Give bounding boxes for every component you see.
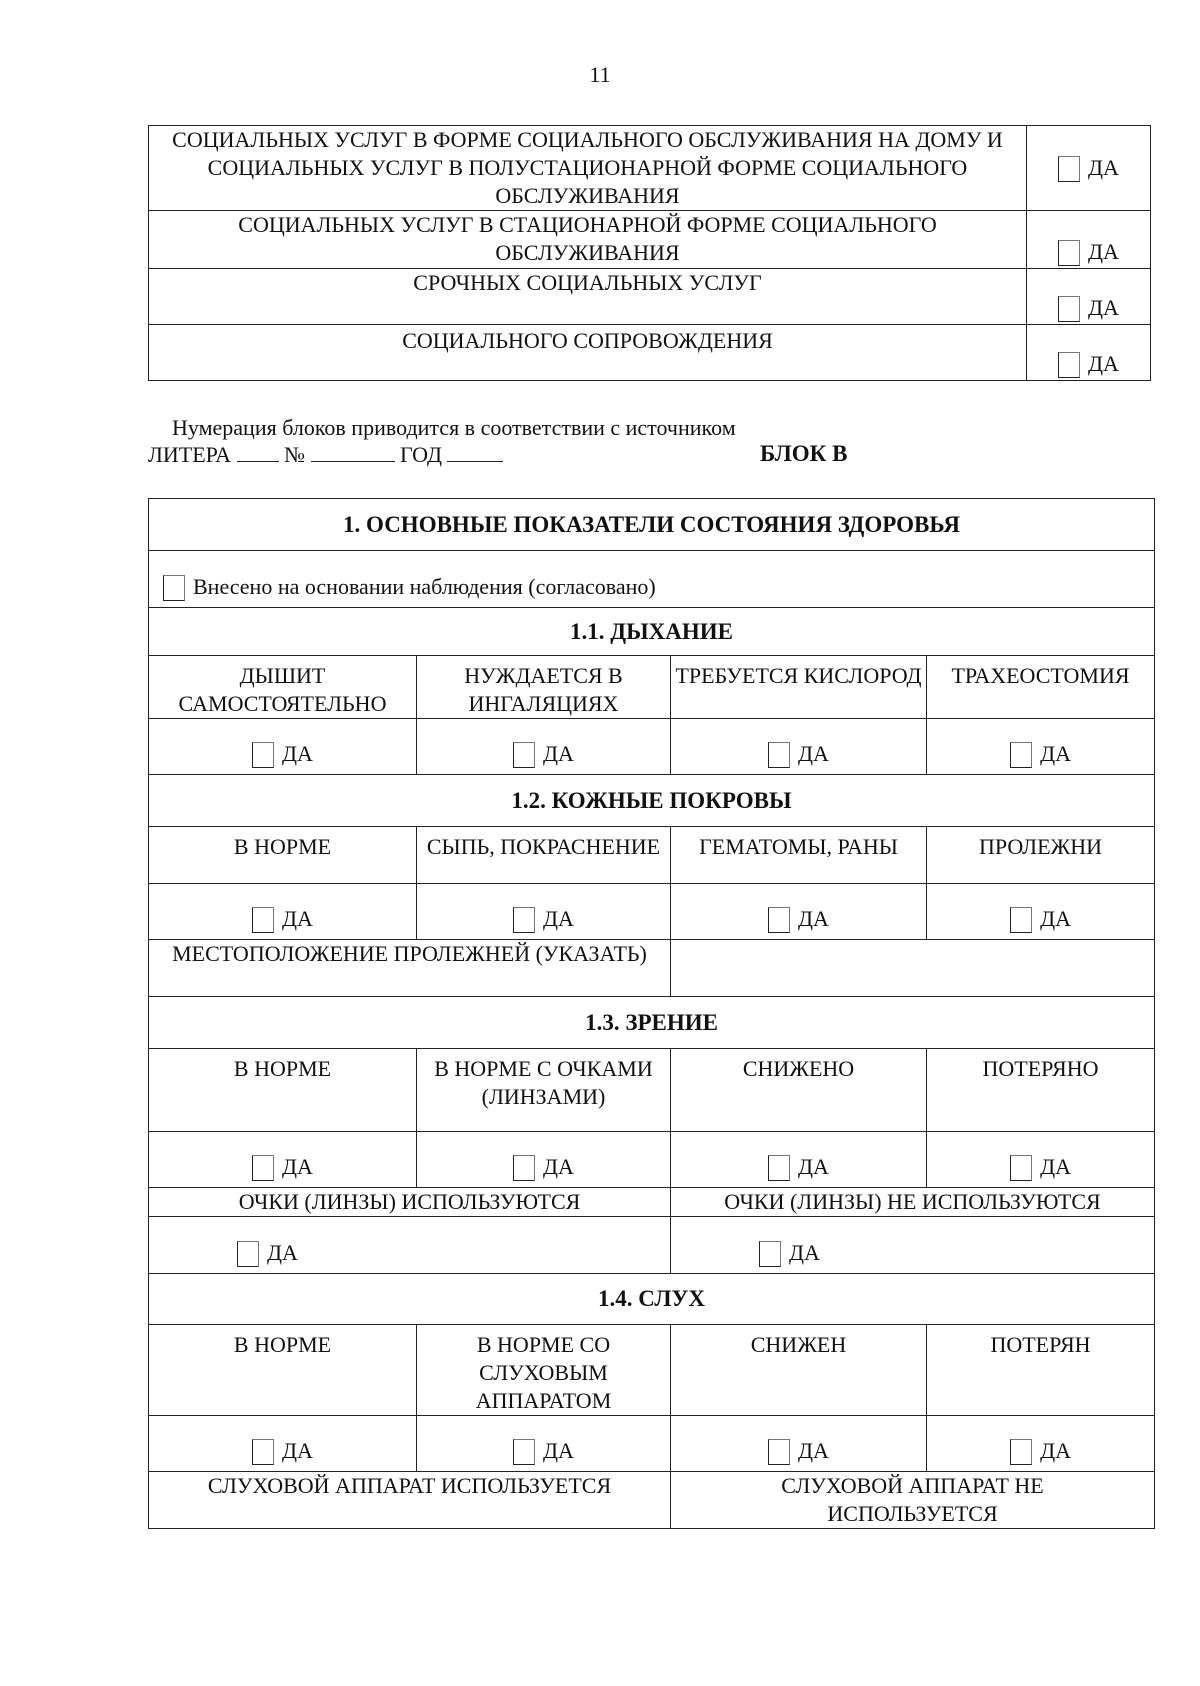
table-row <box>149 551 1155 608</box>
table-row <box>149 1188 1155 1217</box>
yes-option[interactable] <box>149 884 417 940</box>
table-row <box>149 1325 1155 1416</box>
yes-option[interactable] <box>149 1217 671 1274</box>
yes-label: ДА <box>543 741 574 766</box>
yes-label: ДА <box>282 1154 313 1179</box>
yes-label: ДА <box>1040 1438 1071 1463</box>
checkbox-icon[interactable] <box>163 575 185 601</box>
table-row <box>149 325 1151 381</box>
numbering-note: Нумерация блоков приводится в соответствии с источником <box>172 415 736 440</box>
checkbox-icon[interactable] <box>768 1439 790 1465</box>
bedsore-location-label: МЕСТОПОЛОЖЕНИЕ ПРОЛЕЖНЕЙ (УКАЗАТЬ) <box>149 940 671 997</box>
checkbox-icon[interactable] <box>1010 742 1032 768</box>
checkbox-icon[interactable] <box>513 1155 535 1181</box>
yes-option[interactable] <box>1027 269 1151 325</box>
subsection-title: 1.4. СЛУХ <box>149 1274 1155 1325</box>
litera-label: ЛИТЕРА <box>148 442 231 467</box>
yes-label: ДА <box>1088 155 1119 180</box>
table-row <box>149 775 1155 827</box>
yes-label: ДА <box>798 741 829 766</box>
column-header: ПОТЕРЯНО <box>927 1049 1155 1132</box>
table-row <box>149 499 1155 551</box>
service-type-table <box>148 125 1151 381</box>
column-header: ПРОЛЕЖНИ <box>927 827 1155 884</box>
yes-option[interactable] <box>149 719 417 775</box>
glasses-used-label: ОЧКИ (ЛИНЗЫ) ИСПОЛЬЗУЮТСЯ <box>149 1188 671 1217</box>
block-title: БЛОК В <box>760 441 848 466</box>
yes-option[interactable] <box>671 884 927 940</box>
column-header: СНИЖЕНО <box>671 1049 927 1132</box>
table-row <box>149 608 1155 656</box>
yes-label: ДА <box>267 1240 298 1265</box>
checkbox-icon[interactable] <box>759 1241 781 1267</box>
bedsore-location-field[interactable] <box>671 940 1155 997</box>
checkbox-icon[interactable] <box>1010 907 1032 933</box>
yes-option[interactable] <box>417 884 671 940</box>
yes-option[interactable] <box>927 1132 1155 1188</box>
yes-option[interactable] <box>417 1416 671 1472</box>
yes-option[interactable] <box>927 719 1155 775</box>
table-row <box>149 884 1155 940</box>
block-identifiers <box>148 441 1150 468</box>
checkbox-icon[interactable] <box>237 1241 259 1267</box>
checkbox-icon[interactable] <box>252 1439 274 1465</box>
number-field[interactable] <box>311 441 395 462</box>
service-label: СОЦИАЛЬНЫХ УСЛУГ В ФОРМЕ СОЦИАЛЬНОГО ОБСЛУЖИВАНИЯ НА ДОМУ И СОЦИАЛЬНЫХ УСЛУГ В ПОЛУСТАЦИОНАРНОЙ ФОРМЕ СОЦИАЛЬНОГО ОБСЛУЖИВАНИЯ <box>149 126 1027 211</box>
table-row <box>149 827 1155 884</box>
column-header: ТРАХЕОСТОМИЯ <box>927 656 1155 719</box>
yes-label: ДА <box>798 906 829 931</box>
checkbox-icon[interactable] <box>252 1155 274 1181</box>
checkbox-icon[interactable] <box>252 907 274 933</box>
column-header: В НОРМЕ С ОЧКАМИ (ЛИНЗАМИ) <box>417 1049 671 1132</box>
table-row <box>149 1274 1155 1325</box>
subsection-title: 1.3. ЗРЕНИЕ <box>149 997 1155 1049</box>
checkbox-icon[interactable] <box>513 907 535 933</box>
yes-label: ДА <box>282 741 313 766</box>
yes-label: ДА <box>543 1438 574 1463</box>
table-row <box>149 1049 1155 1132</box>
yes-label: ДА <box>789 1240 820 1265</box>
column-header: СЫПЬ, ПОКРАСНЕНИЕ <box>417 827 671 884</box>
table-row <box>149 940 1155 997</box>
column-header: ТРЕБУЕТСЯ КИСЛОРОД <box>671 656 927 719</box>
subsection-title: 1.1. ДЫХАНИЕ <box>149 608 1155 656</box>
column-header: В НОРМЕ <box>149 827 417 884</box>
yes-option[interactable] <box>1027 211 1151 269</box>
yes-label: ДА <box>543 1154 574 1179</box>
year-field[interactable] <box>447 441 503 462</box>
table-row <box>149 1416 1155 1472</box>
column-header: ПОТЕРЯН <box>927 1325 1155 1416</box>
yes-label: ДА <box>1040 741 1071 766</box>
column-header: В НОРМЕ <box>149 1049 417 1132</box>
hearing-aid-not-used-label: СЛУХОВОЙ АППАРАТ НЕ ИСПОЛЬЗУЕТСЯ <box>671 1472 1155 1529</box>
yes-option[interactable] <box>417 1132 671 1188</box>
yes-label: ДА <box>798 1438 829 1463</box>
yes-label: ДА <box>282 1438 313 1463</box>
yes-option[interactable] <box>1027 126 1151 211</box>
yes-label: ДА <box>798 1154 829 1179</box>
yes-label: ДА <box>1088 351 1119 376</box>
checkbox-icon[interactable] <box>1010 1439 1032 1465</box>
checkbox-icon[interactable] <box>513 1439 535 1465</box>
yes-option[interactable] <box>1027 325 1151 381</box>
yes-option[interactable] <box>927 1416 1155 1472</box>
table-row <box>149 1132 1155 1188</box>
checkbox-icon[interactable] <box>1058 296 1080 322</box>
subsection-title: 1.2. КОЖНЫЕ ПОКРОВЫ <box>149 775 1155 827</box>
yes-option[interactable] <box>671 1132 927 1188</box>
checkbox-icon[interactable] <box>1010 1155 1032 1181</box>
checkbox-icon[interactable] <box>252 742 274 768</box>
column-header: В НОРМЕ <box>149 1325 417 1416</box>
yes-option[interactable] <box>149 1132 417 1188</box>
table-row <box>149 1217 1155 1274</box>
column-header: НУЖДАЕТСЯ В ИНГАЛЯЦИЯХ <box>417 656 671 719</box>
table-row <box>149 269 1151 325</box>
checkbox-icon[interactable] <box>1058 156 1080 182</box>
number-label: № <box>284 442 305 467</box>
checkbox-icon[interactable] <box>1058 352 1080 378</box>
observation-note: Внесено на основании наблюдения (согласовано) <box>193 574 656 599</box>
column-header: ГЕМАТОМЫ, РАНЫ <box>671 827 927 884</box>
yes-label: ДА <box>1088 239 1119 264</box>
page-number: 11 <box>589 62 611 87</box>
table-row <box>149 126 1151 211</box>
table-row <box>149 997 1155 1049</box>
glasses-not-used-label: ОЧКИ (ЛИНЗЫ) НЕ ИСПОЛЬЗУЮТСЯ <box>671 1188 1155 1217</box>
litera-field[interactable] <box>237 441 279 462</box>
service-label: СРОЧНЫХ СОЦИАЛЬНЫХ УСЛУГ <box>149 269 1027 325</box>
yes-option[interactable] <box>927 884 1155 940</box>
yes-option[interactable] <box>149 1416 417 1472</box>
yes-option[interactable] <box>417 719 671 775</box>
section-title: 1. ОСНОВНЫЕ ПОКАЗАТЕЛИ СОСТОЯНИЯ ЗДОРОВЬЯ <box>149 499 1155 551</box>
hearing-aid-used-label: СЛУХОВОЙ АППАРАТ ИСПОЛЬЗУЕТСЯ <box>149 1472 671 1529</box>
service-label: СОЦИАЛЬНЫХ УСЛУГ В СТАЦИОНАРНОЙ ФОРМЕ СОЦИАЛЬНОГО ОБСЛУЖИВАНИЯ <box>149 211 1027 269</box>
yes-option[interactable] <box>671 1416 927 1472</box>
yes-label: ДА <box>282 906 313 931</box>
year-label: ГОД <box>400 442 442 467</box>
observation-option[interactable] <box>149 551 1155 608</box>
column-header: В НОРМЕ СО СЛУХОВЫМ АППАРАТОМ <box>417 1325 671 1416</box>
column-header: СНИЖЕН <box>671 1325 927 1416</box>
yes-label: ДА <box>1040 906 1071 931</box>
checkbox-icon[interactable] <box>768 742 790 768</box>
yes-label: ДА <box>543 906 574 931</box>
checkbox-icon[interactable] <box>768 1155 790 1181</box>
service-label: СОЦИАЛЬНОГО СОПРОВОЖДЕНИЯ <box>149 325 1027 381</box>
column-header: ДЫШИТ САМОСТОЯТЕЛЬНО <box>149 656 417 719</box>
checkbox-icon[interactable] <box>768 907 790 933</box>
health-indicators-table <box>148 498 1155 1529</box>
yes-label: ДА <box>1040 1154 1071 1179</box>
yes-option[interactable] <box>671 1217 1155 1274</box>
checkbox-icon[interactable] <box>1058 240 1080 266</box>
table-row <box>149 211 1151 269</box>
table-row <box>149 719 1155 775</box>
checkbox-icon[interactable] <box>513 742 535 768</box>
table-row <box>149 656 1155 719</box>
yes-option[interactable] <box>671 719 927 775</box>
table-row <box>149 1472 1155 1529</box>
yes-label: ДА <box>1088 295 1119 320</box>
